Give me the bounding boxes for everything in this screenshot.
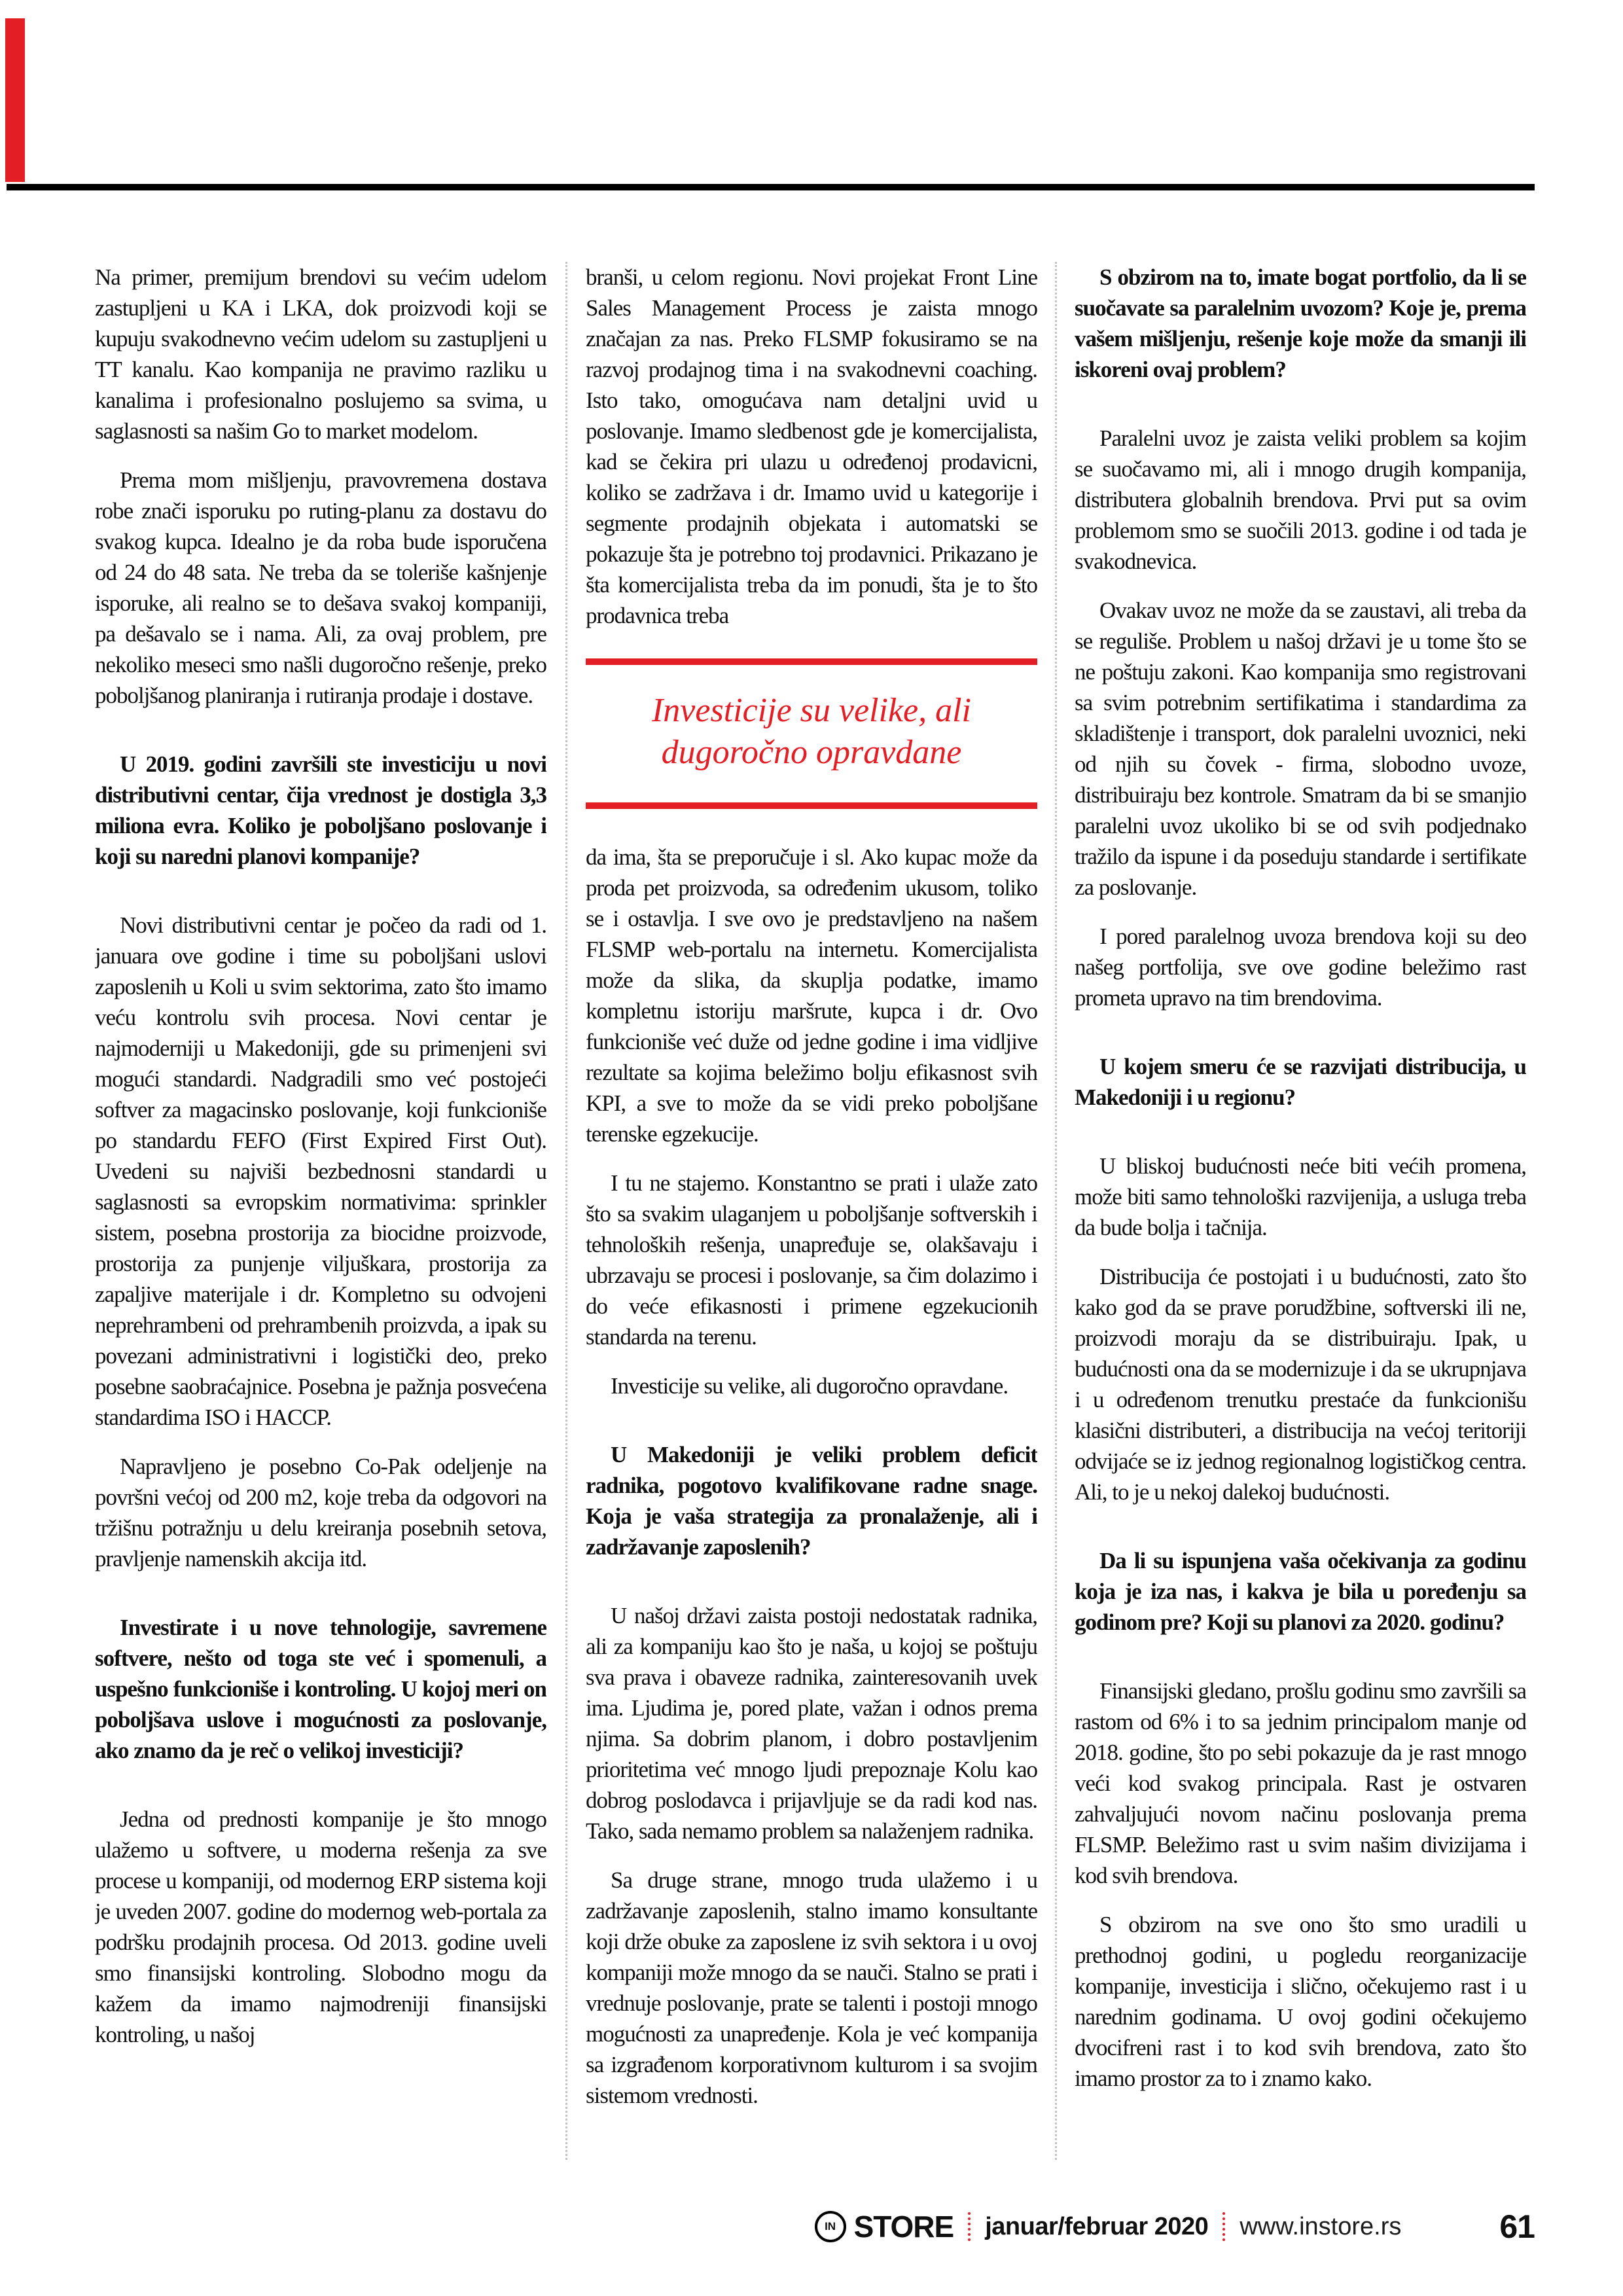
pull-quote-text: Investicije su velike, ali dugoročno opravdane — [651, 692, 971, 771]
column-separator-left — [565, 262, 567, 2160]
column-left — [95, 262, 546, 2173]
paragraph: Napravljeno je posebno Co-Pak odeljenje na površni većoj od 200 m2, koje treba da odgovori na tržišnu potražnju u delu kreiranja posebnih setova, pravljenje namenskih akcija itd. — [95, 1454, 546, 1571]
pull-quote-rule-top — [586, 658, 1037, 665]
paragraph: Paralelni uvoz je zaista veliki problem sa kojim se suočavamo mi, ali i mnogo drugih kompanija, distributera globalnih brendova. Prvi put sa ovim problemom smo se suočili 2013. godine i od tada je svakodnevica. — [1075, 425, 1526, 574]
website-url: www.instore.rs — [1240, 2212, 1402, 2240]
page-number: 61 — [1499, 2208, 1535, 2245]
paragraph: Finansijski gledano, prošlu godinu smo završili sa rastom od 6% i to sa jednim principalom manje od 2018. godine, što po sebi pokazuje da je rast mnogo veći kod svakog principala. Rast je ostvaren zahvaljujući novom načinu poslovanja prema FLSMP. Beležimo rast u svim našim divizijama i kod svih brendova. — [1075, 1678, 1526, 1888]
footer-dotted-separator — [968, 2212, 971, 2241]
paragraph: Ovakav uvoz ne može da se zaustavi, ali treba da se reguliše. Problem u našoj državi je u tome što se ne poštuju zakoni. Kao kompanija smo registrovani sa svim potrebnim sertifikatima i standardima za skladištenje i transport, dok paralelni uvoznici, neki od njih su čovek - firma, slobodno uvoze, distribuiraju bez kontrole. Smatram da bi se smanjio paralelni uvoz ukoliko bi se od svih podjednako tražilo da ispune i da poseduju standarde i sertifikate za poslovanje. — [1075, 598, 1526, 900]
interview-question: S obzirom na to, imate bogat portfolio, da li se suočavate sa paralelnim uvozom? Koje je, prema vašem mišljenju, rešenje koje može da smanji ili iskoreni ovaj problem? — [1075, 264, 1526, 382]
column-separator-right — [1055, 262, 1057, 2160]
paragraph: branši, u celom regionu. Novi projekat Front Line Sales Management Process je zaista mnogo značajan za nas. Preko FLSMP fokusiramo se na razvoj prodajnog tima i na svakodnevni coaching. Isto tako, omogućava nam detaljni uvid u poslovanje. Imamo sledbenost gde je komercijalista, kad se čekira pri ulazu u određenoj prodavicni, koliko se zadržava i dr. Imamo uvid u kategorije i segmente prodajnih objekata i automatski se pokazuje šta je potrebno toj prodavnici. Prikazano je šta komercijalista treba da im ponudi, šta je to što prodavnica treba — [586, 264, 1037, 628]
paragraph: Jedna od prednosti kompanije je što mnogo ulažemo u softvere, u moderna rešenja za sve procese u kompaniji, od modernog ERP sistema koji je uveden 2007. godine do modernog web-portala za podršku prodajnih procesa. Od 2013. godine uveli smo finansijski kontroling. Slobodno mogu da kažem da imamo najmodreniji finansijski kontroling, u našoj — [95, 1806, 546, 2047]
red-spine-bar — [5, 18, 25, 182]
footer-dotted-separator — [1222, 2212, 1225, 2241]
paragraph: Investicije su velike, ali dugoročno opravdane. — [611, 1373, 1008, 1399]
paragraph: I pored paralelnog uvoza brendova koji su deo našeg portfolija, sve ove godine beležimo rast prometa upravo na tim brendovima. — [1075, 924, 1526, 1011]
paragraph: Na primer, premijum brendovi su većim udelom zastupljeni u KA i LKA, dok proizvodi koji se kupuju svakodnevno većim udelom su zastupljeni u TT kanalu. Kao kompanija ne pravimo razliku u kanalima i profesionalno poslujemo sa svima, u saglasnosti sa našim Go to market modelom. — [95, 264, 546, 444]
issue-date: januar/februar 2020 — [985, 2212, 1209, 2240]
paragraph: Prema mom mišljenju, pravovremena dostava robe znači isporuku po ruting-planu za dostavu do svakog kupca. Idealno je da roba bude isporučena od 24 do 48 sata. Ne treba da se toleriše kašnjenje isporuke, ali realno se to dešava svakoj kompaniji, pa dešavalo se i nama. Ali, za ovaj problem, pre nekoliko meseci smo našli dugoročno rešenje, preko poboljšanog planiranja i rutiranja prodaje i dostave. — [95, 467, 546, 708]
interview-question: Da li su ispunjena vaša očekivanja za godinu koja je iza nas, i kakva je bila u poređenju sa godinom pre? Koji su planovi za 2020. godinu? — [1075, 1548, 1526, 1635]
interview-question: U Makedoniji je veliki problem deficit radnika, pogotovo kvalifikovane radne snage. Koja je vaša strategija za pronalaženje, ali i zadržavanje zaposlenih? — [586, 1442, 1037, 1560]
paragraph: Sa druge strane, mnogo truda ulažemo i u zadržavanje zaposlenih, stalno imamo konsultante koji drže obuke za zaposlene iz svih sektora i u ovoj kompaniji može mnogo da se nauči. Stalno se prati i vrednuje poslovanje, prate se talenti i postoji mnogo mogućnosti za unapređenje. Kola je već kompanija sa izgrađenom korporativnom kulturom i sa svojim sistemom vrednosti. — [586, 1867, 1037, 2108]
interview-question: Investirate i u nove tehnologije, savremene softvere, nešto od toga ste već i spomenuli, a uspešno funkcioniše i kontroling. U kojoj meri on poboljšava uslove i mogućnosti za poslovanje, ako znamo da je reč o velikoj investiciji? — [95, 1615, 546, 1763]
pull-quote-rule-bottom — [586, 802, 1037, 809]
interview-question: U 2019. godini završili ste investiciju u novi distributivni centar, čija vrednost je dostigla 3,3 miliona evra. Koliko je poboljšano poslovanje i koji su naredni planovi kompanije? — [95, 751, 546, 869]
paragraph: S obzirom na sve ono što smo uradili u prethodnoj godini, u pogledu reorganizacije kompanije, investicija i slično, očekujemo rast i u narednim godinama. U ovoj godini očekujemo dvocifreni rast i to kod svih brendova, zato što imamo prostor za to i znamo kako. — [1075, 1912, 1526, 2091]
pull-quote — [586, 658, 1037, 809]
paragraph: Distribucija će postojati i u budućnosti, zato što kako god da se prave porudžbine, softverski ili ne, proizvodi moraju da se distribuiraju. Ipak, u budućnosti ona da se modernizuje i da se ukrupnjava i u određenom trenutku prestaće da funkcionišu klasični distributeri, a distribucija na većoj teritoriji odvijaće se iz jednog regionalnog logističkog centra. Ali, to je u nekoj dalekoj budućnosti. — [1075, 1264, 1526, 1505]
magazine-logo: STORE — [853, 2210, 954, 2244]
interview-question: U kojem smeru će se razvijati distribucija, u Makedoniji i u regionu? — [1075, 1054, 1526, 1110]
paragraph: da ima, šta se preporučuje i sl. Ako kupac može da proda pet proizvoda, sa određenim ukusom, toliko se i ostavlja. I sve ovo je predstavljeno na našem FLSMP web-portalu na internetu. Komercijalista može da slika, da skuplja podatke, imamo kompletnu istoriju maršrute, kupca i dr. Ovo funkcioniše već duže od jedne godine i ima vidljive rezultate sa kojima beležimo bolju efikasnost svih KPI, a sve to može da se vidi preko poboljšane terenske egzekucije. — [586, 844, 1037, 1147]
instore-logo-icon: IN — [815, 2211, 846, 2242]
paragraph: U našoj državi zaista postoji nedostatak radnika, ali za kompaniju kao što je naša, u kojoj se poštuju sva prava i obaveze radnika, zainteresovanih uvek ima. Ljudima je, pored plate, važan i odnos prema njima. Sa dobrim planom, i dobro postavljenim prioritetima već mnogo ljudi prepoznaje Kolu kao dobrog poslodavca i prijavljuje se da radi kod nas. Tako, sada nemamo problem sa nalaženjem radnika. — [586, 1603, 1037, 1844]
column-middle — [586, 262, 1037, 2173]
paragraph: I tu ne stajemo. Konstantno se prati i ulaže zato što sa svakim ulaganjem u poboljšanje softverskih i tehnoloških rešenja, unapređuje se, olakšavaju i ubrzavaju se procesi i poslovanje, sa čim dolazimo i do veće efikasnosti i primene egzekucionih standarda na terenu. — [586, 1170, 1037, 1350]
paragraph: U bliskoj budućnosti neće biti većih promena, može biti samo tehnološki razvijenija, a usluga treba da bude bolja i tačnija. — [1075, 1153, 1526, 1240]
column-right — [1075, 262, 1526, 2173]
top-black-rule — [7, 184, 1535, 190]
page-footer — [95, 2207, 1535, 2246]
paragraph: Novi distributivni centar je počeo da radi od 1. januara ove godine i time su poboljšani uslovi zaposlenih u Koli u svim sektorima, zato što imamo veću kontrolu svih procesa. Novi centar je najmoderniji u Makedoniji, gde su primenjeni svi mogući standardi. Nadgradili smo već postojeći softver za magacinsko poslovanje, koji funkcioniše po standardu FEFO (First Expired First Out). Uvedeni su najviši bezbednosni standardi u saglasnosti sa evropskim normativima: sprinkler sistem, posebna prostorija za biocidne proizvode, prostorija za punjenje viljuškara, prostorija za zapaljive materijale i dr. Kompletno su odvojeni neprehrambeni od prehrambenih proizvda, a ipak su povezani administrativni i logistički deo, preko posebne saobraćajnice. Posebna je pažnja posvećena standardima ISO i HACCP. — [95, 912, 546, 1430]
